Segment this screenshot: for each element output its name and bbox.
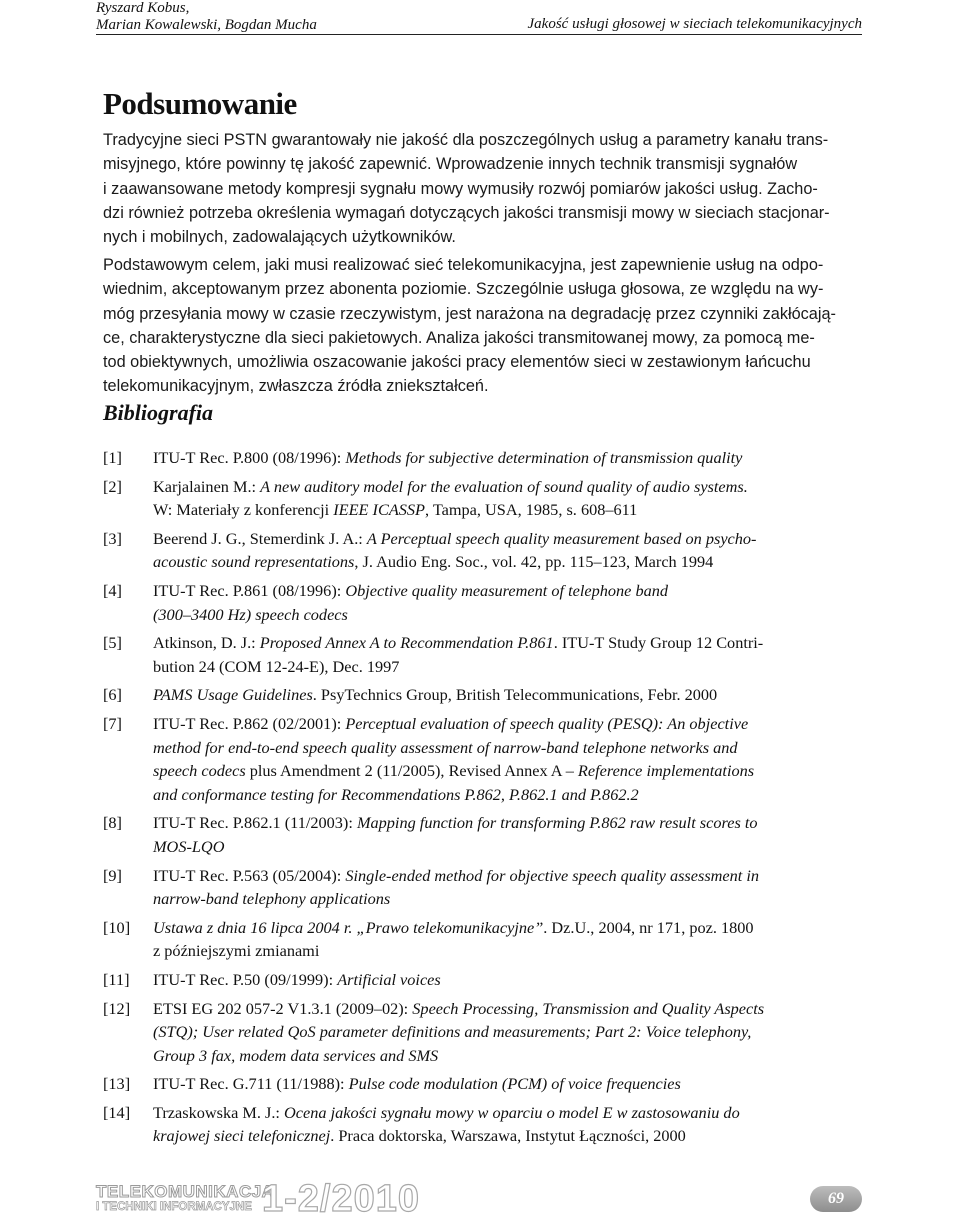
reference-number: [13] — [103, 1074, 131, 1094]
paragraph-line: ce, charakterystyczne dla sieci pakietowych. Analiza jakości transmitowanej mowy, za pomocą me- — [103, 328, 815, 347]
reference-segment: ITU-T Rec. P.563 (05/2004): — [153, 865, 346, 885]
reference-text — [153, 446, 863, 470]
reference-text — [153, 1101, 863, 1148]
running-header — [96, 0, 862, 35]
reference-segment: Beerend J. G., Stemerdink J. A.: — [153, 528, 367, 548]
reference-segment: W: Materiały z konferencji — [153, 500, 334, 520]
header-authors — [96, 0, 317, 34]
reference-text — [153, 579, 863, 626]
reference-title-segment: A new auditory model for the evaluation of sound quality of audio systems. — [260, 476, 748, 496]
reference-segment: Karjalainen M.: — [153, 476, 261, 496]
summary-paragraph-2 — [103, 253, 855, 399]
paragraph-line: telekomunikacyjnym, zwłaszcza źródła zniekształceń. — [103, 377, 489, 396]
journal-logo-line2: I TECHNIKI INFORMACYJNE — [96, 1201, 252, 1213]
paragraph-line: misyjnego, które powinny tę jakość zapewnić. Wprowadzenie innych technik transmisji sygnałów — [103, 155, 798, 174]
reference-segment: z późniejszymi zmianami — [153, 941, 320, 961]
reference-text — [153, 1072, 863, 1096]
reference-line — [153, 446, 863, 470]
reference-item — [103, 864, 863, 911]
reference-title-segment: Single-ended method for objective speech quality assessment in — [345, 865, 760, 885]
reference-segment: ITU-T Rec. P.862.1 (11/2003): — [153, 813, 357, 833]
reference-line — [153, 1101, 863, 1125]
reference-title-segment: Objective quality measurement of telephone band — [345, 581, 669, 601]
reference-line — [153, 712, 863, 736]
reference-title-segment: Pulse code modulation (PCM) of voice frequencies — [348, 1074, 681, 1094]
reference-item — [103, 683, 863, 707]
reference-line — [153, 736, 863, 760]
paragraph-line: móg przesyłania mowy w czasie rzeczywistym, jest narażona na degradację przez czynniki zakłócają- — [103, 304, 836, 323]
reference-title-segment: Methods for subjective determination of transmission quality — [345, 448, 743, 467]
reference-title-segment: Perceptual evaluation of speech quality (PESQ): An objective — [345, 714, 749, 734]
summary-paragraph-1 — [103, 128, 855, 249]
reference-number: [10] — [103, 917, 131, 937]
paragraph-line: tod obiektywnych, umożliwia oszacowanie jakości pracy elementów sieci w zestawionym łańcuchu — [103, 353, 811, 372]
reference-line — [153, 603, 863, 627]
reference-number: [1] — [103, 448, 122, 467]
reference-title-segment: Mapping function for transforming P.862 raw result scores to — [356, 813, 758, 833]
summary-heading: Podsumowanie — [103, 86, 297, 121]
reference-item — [103, 1101, 863, 1148]
reference-line — [153, 683, 863, 707]
reference-line — [153, 631, 863, 655]
reference-text — [153, 968, 863, 992]
journal-logo-line1: TELEKOMUNIKACJA — [96, 1182, 275, 1201]
reference-segment: ITU-T Rec. G.711 (11/1988): — [153, 1074, 349, 1094]
reference-number: [4] — [103, 581, 122, 601]
reference-line — [153, 498, 863, 522]
reference-line — [153, 939, 863, 963]
reference-number: [7] — [103, 714, 122, 734]
reference-number: [11] — [103, 969, 130, 989]
reference-number: [5] — [103, 633, 122, 653]
reference-line — [153, 475, 863, 499]
reference-title-segment: (STQ); User related QoS parameter definitions and measurements; Part 2: Voice telephony, — [153, 1022, 752, 1042]
reference-item — [103, 527, 863, 574]
reference-title-segment: speech codecs — [153, 761, 246, 781]
reference-title-segment: narrow-band telephony applications — [153, 889, 391, 908]
reference-line — [153, 811, 863, 835]
reference-segment: ITU-T Rec. P.862 (02/2001): — [153, 714, 346, 734]
reference-number: [12] — [103, 998, 131, 1018]
reference-item — [103, 631, 863, 678]
reference-line — [153, 759, 863, 783]
reference-title-segment: A Perceptual speech quality measurement based on psycho- — [366, 528, 757, 548]
reference-line — [153, 527, 863, 551]
reference-title-segment: method for end-to-end speech quality assessment of narrow-band telephone networks and — [153, 737, 738, 757]
reference-number: [3] — [103, 528, 122, 548]
reference-title-segment: Reference implementations — [577, 761, 755, 781]
reference-line — [153, 835, 863, 859]
reference-list — [103, 446, 863, 1148]
reference-item — [103, 446, 863, 470]
reference-title-segment: Group 3 fax, modem data services and SMS — [153, 1045, 439, 1065]
reference-line — [153, 1044, 863, 1068]
reference-item — [103, 997, 863, 1068]
reference-title-segment: and conformance testing for Recommendations P.862, P.862.1 and P.862.2 — [153, 784, 639, 804]
paragraph-line: Podstawowym celem, jaki musi realizować sieć telekomunikacyjna, jest zapewnienie usług na odpo- — [103, 256, 824, 274]
reference-segment: , Tampa, USA, 1985, s. 608–611 — [425, 500, 638, 520]
reference-line — [153, 579, 863, 603]
reference-text — [153, 712, 863, 806]
reference-segment: ETSI EG 202 057-2 V1.3.1 (2009–02): — [153, 998, 413, 1018]
reference-text — [153, 683, 863, 707]
reference-text — [153, 916, 863, 963]
reference-text — [153, 475, 863, 522]
reference-segment: . ITU-T Study Group 12 Contri- — [553, 633, 764, 653]
reference-line — [153, 550, 863, 574]
bibliography-heading: Bibliografia — [103, 400, 214, 425]
paragraph-line: nych i mobilnych, zadowalających użytkowników. — [103, 228, 456, 247]
paragraph-line: dzi również potrzeba określenia wymagań dotyczących jakości transmisji mowy w sieciach stacjonar- — [103, 203, 830, 222]
page-number-badge: 69 — [810, 1186, 862, 1212]
reference-line — [153, 887, 863, 911]
reference-item — [103, 811, 863, 858]
reference-segment: ITU-T Rec. P.800 (08/1996): — [153, 448, 346, 467]
reference-line — [153, 1072, 863, 1096]
reference-title-segment: Artificial voices — [337, 969, 441, 989]
reference-number: [9] — [103, 865, 122, 885]
reference-line — [153, 864, 863, 888]
reference-segment: , J. Audio Eng. Soc., vol. 42, pp. 115–123, March 1994 — [354, 552, 714, 572]
reference-item — [103, 968, 863, 992]
reference-segment: bution 24 (COM 12-24-E), Dec. 1997 — [153, 656, 400, 676]
reference-text — [153, 864, 863, 911]
header-authors-line2: Marian Kowalewski, Bogdan Mucha — [96, 17, 317, 33]
reference-line — [153, 655, 863, 679]
reference-segment: plus Amendment 2 (11/2005), Revised Annex A – — [245, 761, 578, 781]
reference-segment: Trzaskowska M. J.: — [153, 1102, 285, 1122]
reference-item — [103, 1072, 863, 1096]
reference-title-segment: Ocena jakości sygnału mowy w oparciu o model E w zastosowaniu do — [284, 1102, 740, 1122]
reference-segment: ITU-T Rec. P.861 (08/1996): — [153, 581, 346, 601]
reference-title-segment: Speech Processing, Transmission and Quality Aspects — [412, 998, 765, 1018]
journal-logo — [96, 1183, 274, 1214]
paragraph-line: wiednim, akceptowanym przez abonenta poziomie. Szczególnie usługa głosowa, ze względu na wy- — [103, 280, 824, 299]
reference-title-segment: PAMS Usage Guidelines — [153, 685, 313, 705]
header-authors-line1: Ryszard Kobus, — [96, 0, 190, 16]
reference-item — [103, 712, 863, 806]
reference-title-segment: IEEE ICASSP — [333, 500, 425, 520]
reference-title-segment: (300–3400 Hz) speech codecs — [153, 604, 348, 624]
header-article-title: Jakość usługi głosowej w sieciach telekomunikacyjnych — [527, 16, 862, 32]
reference-line — [153, 1124, 863, 1148]
reference-title-segment: Ustawa z dnia 16 lipca 2004 r. „Prawo telekomunikacyjne” — [153, 917, 544, 937]
reference-segment: . PsyTechnics Group, British Telecommunications, Febr. 2000 — [312, 685, 718, 705]
reference-line — [153, 916, 863, 940]
reference-number: [8] — [103, 813, 122, 833]
paragraph-line: Tradycyjne sieci PSTN gwarantowały nie jakość dla poszczególnych usług a parametry kanału trans- — [103, 131, 829, 149]
reference-title-segment: acoustic sound representations — [153, 552, 355, 572]
reference-line — [153, 997, 863, 1021]
reference-number: [14] — [103, 1102, 131, 1122]
reference-text — [153, 631, 863, 678]
reference-number: [6] — [103, 685, 122, 705]
reference-line — [153, 968, 863, 992]
reference-item — [103, 916, 863, 963]
reference-title-segment: Proposed Annex A to Recommendation P.861 — [259, 633, 554, 653]
reference-segment: . Dz.U., 2004, nr 171, poz. 1800 — [543, 917, 754, 937]
reference-segment: . Praca doktorska, Warszawa, Instytut Łączności, 2000 — [330, 1126, 686, 1146]
reference-line — [153, 783, 863, 807]
reference-item — [103, 475, 863, 522]
reference-number: [2] — [103, 476, 122, 496]
reference-text — [153, 997, 863, 1068]
reference-segment: Atkinson, D. J.: — [153, 633, 260, 653]
reference-text — [153, 811, 863, 858]
reference-segment: ITU-T Rec. P.50 (09/1999): — [153, 969, 338, 989]
reference-line — [153, 1020, 863, 1044]
reference-title-segment: krajowej sieci telefonicznej — [153, 1126, 331, 1146]
reference-title-segment: MOS-LQO — [153, 836, 225, 856]
paragraph-line: i zaawansowane metody kompresji sygnału mowy wymusiły rozwój pomiarów jakości usług. Zacho- — [103, 179, 818, 198]
issue-number: 1-2/2010 — [262, 1178, 421, 1220]
reference-item — [103, 579, 863, 626]
reference-text — [153, 527, 863, 574]
